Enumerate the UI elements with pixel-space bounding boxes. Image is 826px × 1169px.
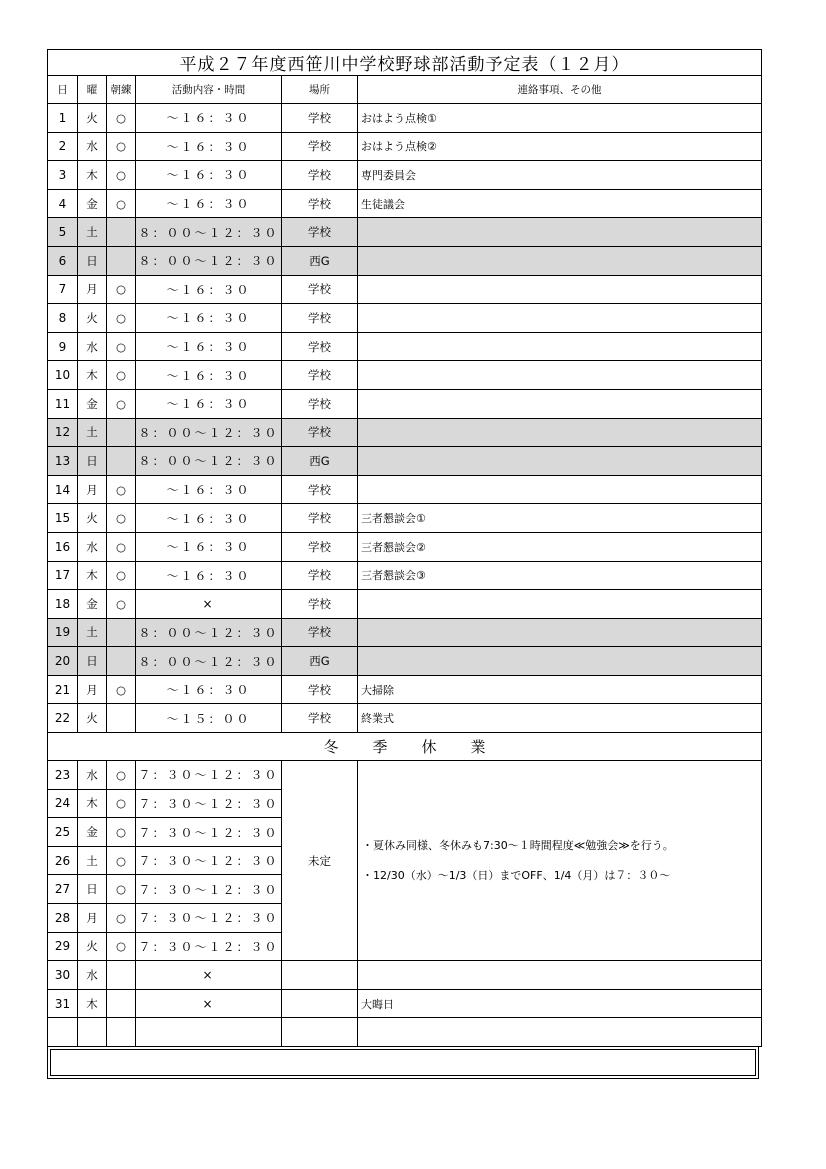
table-row: [48, 647, 762, 676]
place-cell: 西G: [282, 447, 358, 476]
day-cell: 27: [48, 875, 78, 904]
weekday-cell: 木: [78, 561, 107, 590]
header-row: [48, 76, 762, 104]
day-cell: 14: [48, 475, 78, 504]
morning-practice-cell: ○: [107, 761, 136, 790]
day-cell: 5: [48, 218, 78, 247]
table-row: [48, 618, 762, 647]
morning-practice-cell: ○: [107, 504, 136, 533]
notes-cell: [358, 304, 762, 333]
morning-practice-cell: [107, 246, 136, 275]
vacation-note: ・12/30（水）～1/3（日）までOFF、1/4（月）は７：３０～: [362, 868, 671, 882]
morning-practice-cell: ○: [107, 904, 136, 933]
table-row: [48, 332, 762, 361]
table-row: [48, 961, 762, 990]
weekday-cell: [78, 1018, 107, 1047]
activity-time-cell: ７：３０～１２：３０: [136, 875, 282, 904]
morning-practice-cell: ○: [107, 104, 136, 133]
day-cell: 2: [48, 132, 78, 161]
activity-time-cell: ７：３０～１２：３０: [136, 818, 282, 847]
weekday-cell: 月: [78, 675, 107, 704]
activity-time-cell: ～１６：３０: [136, 361, 282, 390]
weekday-cell: 火: [78, 304, 107, 333]
day-cell: 1: [48, 104, 78, 133]
place-cell: 西G: [282, 647, 358, 676]
place-cell: [282, 989, 358, 1018]
notes-cell: [358, 590, 762, 619]
morning-practice-cell: ○: [107, 132, 136, 161]
day-cell: 17: [48, 561, 78, 590]
weekday-cell: 水: [78, 332, 107, 361]
header-activity-time: 活動内容・時間: [136, 76, 282, 104]
morning-practice-cell: ○: [107, 818, 136, 847]
activity-time-cell: ×: [136, 989, 282, 1018]
weekday-cell: 木: [78, 789, 107, 818]
notes-cell: 三者懇談会①: [358, 504, 762, 533]
morning-practice-cell: ○: [107, 475, 136, 504]
day-cell: 10: [48, 361, 78, 390]
morning-practice-cell: ○: [107, 275, 136, 304]
activity-time-cell: ８：００～１２：３０: [136, 647, 282, 676]
table-row: [48, 590, 762, 619]
notes-cell: 大掃除: [358, 675, 762, 704]
notes-cell: 生徒議会: [358, 189, 762, 218]
day-cell: 21: [48, 675, 78, 704]
notes-cell: 大晦日: [358, 989, 762, 1018]
vacation-notes-cell: [358, 761, 762, 961]
table-row: [48, 989, 762, 1018]
day-cell: 20: [48, 647, 78, 676]
day-cell: 25: [48, 818, 78, 847]
place-cell: 学校: [282, 532, 358, 561]
table-row: [48, 389, 762, 418]
place-cell: 学校: [282, 561, 358, 590]
notes-cell: 専門委員会: [358, 161, 762, 190]
place-cell: 学校: [282, 590, 358, 619]
activity-time-cell: ～１６：３０: [136, 304, 282, 333]
activity-time-cell: ８：００～１２：３０: [136, 447, 282, 476]
weekday-cell: 木: [78, 361, 107, 390]
day-cell: 3: [48, 161, 78, 190]
weekday-cell: 日: [78, 246, 107, 275]
place-cell: 西G: [282, 246, 358, 275]
notes-cell: [358, 475, 762, 504]
schedule-table: [47, 49, 762, 1047]
place-cell: [282, 1018, 358, 1047]
notes-cell: 終業式: [358, 704, 762, 733]
weekday-cell: 金: [78, 389, 107, 418]
table-row: [48, 532, 762, 561]
place-cell: 学校: [282, 675, 358, 704]
weekday-cell: 日: [78, 447, 107, 476]
place-cell: 学校: [282, 418, 358, 447]
notes-cell: おはよう点検②: [358, 132, 762, 161]
weekday-cell: 火: [78, 704, 107, 733]
table-row: [48, 704, 762, 733]
day-cell: 11: [48, 389, 78, 418]
header-day: 日: [48, 76, 78, 104]
place-cell: 学校: [282, 218, 358, 247]
table-row: [48, 675, 762, 704]
table-row: [48, 246, 762, 275]
table-row: [48, 504, 762, 533]
place-cell: 学校: [282, 389, 358, 418]
notes-cell: [358, 361, 762, 390]
schedule-sheet: [47, 49, 761, 1079]
morning-practice-cell: ○: [107, 304, 136, 333]
weekday-cell: 日: [78, 647, 107, 676]
day-cell: 26: [48, 846, 78, 875]
table-row: [48, 132, 762, 161]
activity-time-cell: ～１６：３０: [136, 475, 282, 504]
vacation-banner: 冬季休業: [48, 733, 762, 761]
activity-time-cell: ～１６：３０: [136, 675, 282, 704]
notes-cell: [358, 447, 762, 476]
place-cell: 学校: [282, 475, 358, 504]
activity-time-cell: ８：００～１２：３０: [136, 246, 282, 275]
activity-time-cell: ７：３０～１２：３０: [136, 761, 282, 790]
notes-cell: [358, 218, 762, 247]
vacation-note: ・夏休み同様、冬休みも7:30～１時間程度≪勉強会≫を行う。: [362, 838, 674, 852]
notes-cell: 三者懇談会③: [358, 561, 762, 590]
activity-time-cell: ～１６：３０: [136, 275, 282, 304]
activity-time-cell: ～１６：３０: [136, 561, 282, 590]
notes-cell: [358, 246, 762, 275]
day-cell: 22: [48, 704, 78, 733]
table-row: [48, 447, 762, 476]
place-cell: 学校: [282, 361, 358, 390]
page-title: 平成２７年度西笹川中学校野球部活動予定表（１２月）: [48, 50, 762, 76]
place-cell: 学校: [282, 161, 358, 190]
table-row: [48, 761, 762, 790]
day-cell: 29: [48, 932, 78, 961]
banner-row: [48, 733, 762, 761]
vacation-place-cell: 未定: [282, 761, 358, 961]
morning-practice-cell: ○: [107, 161, 136, 190]
activity-time-cell: ～１６：３０: [136, 189, 282, 218]
weekday-cell: 木: [78, 989, 107, 1018]
morning-practice-cell: ○: [107, 789, 136, 818]
morning-practice-cell: ○: [107, 875, 136, 904]
weekday-cell: 金: [78, 189, 107, 218]
activity-time-cell: ×: [136, 590, 282, 619]
activity-time-cell: ×: [136, 961, 282, 990]
morning-practice-cell: [107, 1018, 136, 1047]
place-cell: 学校: [282, 104, 358, 133]
weekday-cell: 土: [78, 418, 107, 447]
day-cell: 16: [48, 532, 78, 561]
morning-practice-cell: [107, 704, 136, 733]
weekday-cell: 火: [78, 504, 107, 533]
activity-time-cell: [136, 1018, 282, 1047]
day-cell: 12: [48, 418, 78, 447]
activity-time-cell: ～１６：３０: [136, 504, 282, 533]
activity-time-cell: ７：３０～１２：３０: [136, 789, 282, 818]
weekday-cell: 月: [78, 904, 107, 933]
weekday-cell: 金: [78, 818, 107, 847]
morning-practice-cell: [107, 989, 136, 1018]
day-cell: 23: [48, 761, 78, 790]
day-cell: 24: [48, 789, 78, 818]
activity-time-cell: ～１５：００: [136, 704, 282, 733]
notes-cell: [358, 332, 762, 361]
header-notes: 連絡事項、その他: [358, 76, 762, 104]
title-row: [48, 50, 762, 76]
activity-time-cell: ７：３０～１２：３０: [136, 904, 282, 933]
weekday-cell: 水: [78, 961, 107, 990]
table-row: [48, 561, 762, 590]
place-cell: 学校: [282, 132, 358, 161]
header-morning-practice: 朝練: [107, 76, 136, 104]
notes-cell: おはよう点検①: [358, 104, 762, 133]
day-cell: 8: [48, 304, 78, 333]
place-cell: 学校: [282, 304, 358, 333]
morning-practice-cell: [107, 218, 136, 247]
day-cell: 9: [48, 332, 78, 361]
morning-practice-cell: ○: [107, 846, 136, 875]
header-weekday: 曜: [78, 76, 107, 104]
place-cell: [282, 961, 358, 990]
activity-time-cell: ～１６：３０: [136, 532, 282, 561]
day-cell: 30: [48, 961, 78, 990]
activity-time-cell: ８：００～１２：３０: [136, 218, 282, 247]
weekday-cell: 水: [78, 761, 107, 790]
activity-time-cell: ８：００～１２：３０: [136, 618, 282, 647]
weekday-cell: 火: [78, 104, 107, 133]
notes-cell: [358, 1018, 762, 1047]
morning-practice-cell: [107, 618, 136, 647]
footer-box: [47, 1047, 759, 1079]
morning-practice-cell: ○: [107, 675, 136, 704]
table-row: [48, 275, 762, 304]
weekday-cell: 日: [78, 875, 107, 904]
morning-practice-cell: [107, 418, 136, 447]
notes-cell: 三者懇談会②: [358, 532, 762, 561]
weekday-cell: 火: [78, 932, 107, 961]
day-cell: 31: [48, 989, 78, 1018]
day-cell: 28: [48, 904, 78, 933]
weekday-cell: 月: [78, 275, 107, 304]
weekday-cell: 木: [78, 161, 107, 190]
weekday-cell: 土: [78, 218, 107, 247]
morning-practice-cell: ○: [107, 332, 136, 361]
day-cell: 13: [48, 447, 78, 476]
activity-time-cell: ７：３０～１２：３０: [136, 846, 282, 875]
morning-practice-cell: ○: [107, 590, 136, 619]
notes-cell: [358, 618, 762, 647]
notes-cell: [358, 961, 762, 990]
table-row: [48, 475, 762, 504]
activity-time-cell: ７：３０～１２：３０: [136, 932, 282, 961]
weekday-cell: 土: [78, 618, 107, 647]
day-cell: 6: [48, 246, 78, 275]
day-cell: 4: [48, 189, 78, 218]
morning-practice-cell: ○: [107, 932, 136, 961]
weekday-cell: 金: [78, 590, 107, 619]
activity-time-cell: ～１６：３０: [136, 104, 282, 133]
place-cell: 学校: [282, 332, 358, 361]
morning-practice-cell: ○: [107, 532, 136, 561]
place-cell: 学校: [282, 189, 358, 218]
table-row: [48, 161, 762, 190]
notes-cell: [358, 647, 762, 676]
activity-time-cell: ～１６：３０: [136, 332, 282, 361]
morning-practice-cell: ○: [107, 189, 136, 218]
morning-practice-cell: [107, 961, 136, 990]
day-cell: 15: [48, 504, 78, 533]
table-row: [48, 361, 762, 390]
day-cell: [48, 1018, 78, 1047]
place-cell: 学校: [282, 618, 358, 647]
activity-time-cell: ～１６：３０: [136, 389, 282, 418]
morning-practice-cell: [107, 447, 136, 476]
activity-time-cell: ～１６：３０: [136, 161, 282, 190]
table-row: [48, 218, 762, 247]
place-cell: 学校: [282, 504, 358, 533]
table-row: [48, 104, 762, 133]
morning-practice-cell: ○: [107, 361, 136, 390]
notes-cell: [358, 389, 762, 418]
table-row: [48, 304, 762, 333]
day-cell: 7: [48, 275, 78, 304]
morning-practice-cell: ○: [107, 561, 136, 590]
activity-time-cell: ～１６：３０: [136, 132, 282, 161]
table-row: [48, 418, 762, 447]
table-row: [48, 189, 762, 218]
weekday-cell: 水: [78, 132, 107, 161]
morning-practice-cell: ○: [107, 389, 136, 418]
weekday-cell: 土: [78, 846, 107, 875]
place-cell: 学校: [282, 704, 358, 733]
place-cell: 学校: [282, 275, 358, 304]
weekday-cell: 水: [78, 532, 107, 561]
activity-time-cell: ８：００～１２：３０: [136, 418, 282, 447]
empty-row: [48, 1018, 762, 1047]
notes-cell: [358, 418, 762, 447]
day-cell: 19: [48, 618, 78, 647]
day-cell: 18: [48, 590, 78, 619]
weekday-cell: 月: [78, 475, 107, 504]
notes-cell: [358, 275, 762, 304]
footer-inner-box: [50, 1049, 756, 1076]
header-place: 場所: [282, 76, 358, 104]
morning-practice-cell: [107, 647, 136, 676]
